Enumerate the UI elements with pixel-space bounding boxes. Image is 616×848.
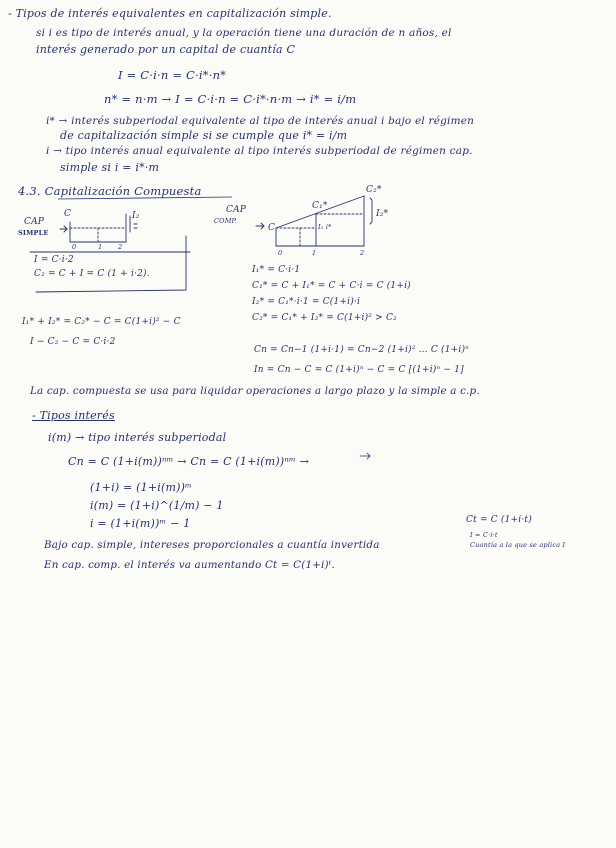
left-diagram-label-cap: CAP — [24, 217, 45, 227]
right-diagram-i2-label: I₂* — [376, 209, 389, 219]
cn-recursion-equation: Cn = Cn−1 (1+i·1) = Cn−2 (1+i)² ... C (1+i)ⁿ — [254, 345, 470, 355]
right-diagram-c1-label: C₁* — [312, 201, 328, 211]
left-diagram-i-label: I₂ — [132, 211, 140, 221]
section2-heading: 4.3. Capitalización Compuesta — [18, 184, 202, 198]
right-axis-0: 0 — [278, 249, 283, 257]
compound-capitalization-diagram — [256, 196, 372, 246]
section3-heading: - Tipos interés — [32, 409, 115, 422]
interest-difference-equation: I − C₂ − C = C·i·2 — [30, 337, 116, 347]
definition-istar-line2: de capitalización simple si se cumple que i* = i/m — [60, 129, 348, 142]
section1-intro-line1: si i es tipo de interés anual, y la operación tiene una duración de n años, el — [36, 27, 452, 39]
definition-i-line1: i → tipo interés anual equivalente al tipo interés subperiodal de régimen cap. — [46, 145, 473, 157]
right-axis-1: 1 — [312, 249, 317, 257]
simple-capitalization-diagram — [30, 211, 190, 292]
right-diagram-inner-label: I₁ i* — [318, 223, 332, 231]
left-equation-2: C₂ = C + I = C (1 + i·2). — [34, 269, 150, 279]
right-diagram-c2-label: C₂* — [366, 185, 382, 195]
compound-usage-note: La cap. compuesta se usa para liquidar operaciones a largo plazo y la simple a c.p. — [30, 385, 480, 397]
section1-heading: - Tipos de interés equivalentes en capitalización simple. — [8, 7, 332, 20]
sum-interest-equation: I₁* + I₂* = C₂* − C = C(1+i)² − C — [22, 317, 181, 327]
left-diagram-c-label: C — [64, 209, 72, 219]
section1-intro-line2: interés generado por un capital de cuantía C — [36, 43, 296, 56]
definition-istar-line1: i* → interés subperiodal equivalente al tipo de interés anual i bajo el régimen — [46, 115, 475, 127]
left-axis-1: 1 — [98, 243, 103, 251]
simple-interest-side-note: I = C·i·t — [470, 531, 498, 539]
in-compound-equation: In = Cn − C = C (1+i)ⁿ − C = C [(1+i)ⁿ − 1] — [254, 365, 464, 375]
rate-equivalence-equation: (1+i) = (1+i(m))ᵐ — [90, 481, 193, 494]
right-equation-4: C₂* = C₁* + I₂* = C(1+i)² > C₂ — [252, 313, 397, 323]
equation-interest-simple: I = C·i·n = C·i*·n* — [118, 68, 227, 82]
section2-heading-underline — [58, 197, 232, 199]
subperiod-rate-definition: i(m) → tipo interés subperiodal — [48, 431, 227, 444]
equation-subperiod: n* = n·m → I = C·i·n = C·i*·n·m → i* = i/m — [104, 92, 357, 106]
left-axis-0: 0 — [72, 243, 77, 251]
right-equation-1: I₁* = C·i·1 — [252, 265, 301, 275]
cn-subperiod-equation: Cn = C (1+i(m))ⁿᵐ → Cn = C (1+i(m))ⁿᵐ → — [68, 455, 310, 468]
left-equation-1: I = C·i·2 — [34, 255, 74, 265]
simple-interest-note: Bajo cap. simple, intereses proporcionales a cuantía invertida — [44, 539, 380, 551]
subperiod-rate-equation: i(m) = (1+i)^(1/m) − 1 — [90, 499, 224, 512]
right-diagram-label-comp: COMP. — [214, 217, 238, 225]
right-equation-2: C₁* = C + I₁* = C + C·i = C (1+i) — [252, 281, 411, 291]
definition-i-line2: simple si i = i*·m — [60, 161, 160, 174]
right-diagram-label-cap: CAP — [226, 205, 247, 215]
right-diagram-c-label: C — [268, 223, 276, 233]
left-axis-2: 2 — [118, 243, 123, 251]
arrow-marks — [360, 453, 370, 459]
right-axis-2: 2 — [360, 249, 365, 257]
compound-interest-note: En cap. comp. el interés va aumentando Ct = C(1+i)ᵗ. — [44, 559, 335, 571]
right-equation-3: I₂* = C₁*·i·1 = C(1+i)·i — [252, 297, 361, 307]
annual-rate-equation: i = (1+i(m))ᵐ − 1 — [90, 517, 191, 530]
simple-capital-equation: Ct = C (1+i·t) — [466, 515, 532, 525]
left-diagram-label-simple: SIMPLE — [18, 229, 49, 237]
capital-applied-side-note: Cuantía a la que se aplica I — [470, 541, 566, 549]
